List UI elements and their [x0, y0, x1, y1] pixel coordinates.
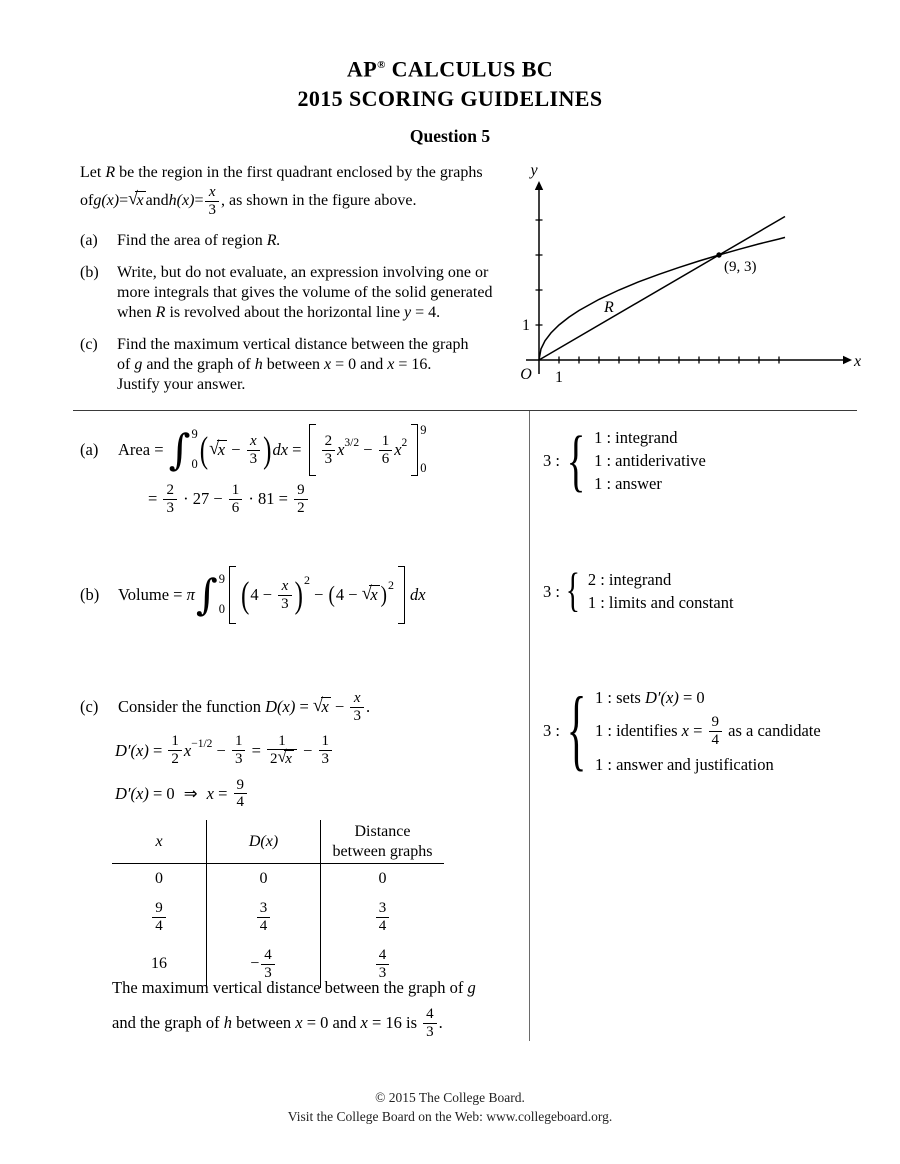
frac-num: 9 [236, 776, 244, 793]
title-ap: AP [346, 56, 378, 82]
rubric-items [594, 428, 706, 494]
period: . [438, 1013, 443, 1032]
minus-sign [359, 440, 377, 460]
frac-den: 6 [229, 499, 243, 517]
func-D-prime: D′(x) [115, 740, 149, 760]
solution-c-line3 [115, 777, 370, 812]
right-bracket [411, 424, 418, 476]
frac-num: 4 [264, 946, 272, 963]
var-h: h [223, 1013, 233, 1032]
problem-statement [80, 163, 530, 395]
frac-num: x [281, 577, 289, 594]
part-b-text [117, 263, 492, 323]
integral-upper-limit: 9 [191, 427, 198, 441]
website-line: Visit the College Board on the Web: www.collegeboard.org. [287, 1109, 613, 1124]
func-h: h(x) [168, 192, 195, 209]
frac-num: 1 [231, 482, 240, 498]
fraction-4-3 [423, 1006, 437, 1041]
equals-sign: = [274, 489, 293, 509]
part-a-label: (a) [80, 232, 98, 249]
frac-num: 1 [321, 733, 329, 750]
func-D-prime: D′(x) [644, 688, 679, 707]
conclusion-line1 [112, 976, 476, 1000]
eval-lower-limit: 0 [420, 460, 427, 475]
rubric-score: 3 : [543, 451, 560, 470]
fraction-9-4 [709, 714, 723, 749]
left-paren: ( [328, 582, 335, 608]
origin-label: O [520, 366, 532, 383]
rubric-item: 1 : answer [594, 474, 662, 493]
rubric-item: 1 : antiderivative [594, 451, 706, 470]
text: = 0 and [302, 1013, 361, 1032]
right-paren: ) [294, 574, 303, 616]
minus-sign [209, 489, 227, 509]
pi-symbol: π [186, 585, 195, 604]
rubric-item: 1 : answer and justification [595, 754, 774, 774]
problem-intro-line1 [80, 163, 530, 183]
solution-a [80, 424, 427, 517]
text: = 4. [411, 304, 441, 321]
x-axis-label: x [854, 353, 862, 370]
equals-sign: = [288, 440, 306, 459]
sqrt-x [277, 747, 294, 768]
var-R: R [105, 164, 116, 181]
value-81: 81 [258, 489, 275, 509]
part-b-label: (b) [80, 264, 99, 281]
region-label: R [604, 299, 614, 316]
graph-svg [512, 158, 864, 396]
intro-text: of [80, 192, 94, 209]
frac-num: 2 [324, 432, 333, 449]
frac-num: 4 [378, 946, 387, 963]
minus-sign [227, 440, 245, 460]
bracket-group [229, 566, 405, 624]
frac-den: 3 [319, 750, 333, 768]
x-tick-label: 1 [555, 369, 563, 386]
table-cell: 16 [151, 955, 167, 972]
sqrt-x [209, 437, 227, 460]
value-4: 4 [250, 585, 259, 604]
fraction-1-2sqrtx [267, 733, 297, 769]
sqrt-x [128, 188, 145, 210]
point-label: (9, 3) [724, 259, 757, 275]
table-cell [112, 894, 206, 940]
sqrt-x [361, 582, 380, 605]
area-word: Area [118, 440, 151, 459]
frac-den: 3 [278, 595, 292, 613]
fraction-1-3 [319, 733, 333, 768]
radical-sign: √ [128, 188, 138, 209]
frac-den: 2 [168, 750, 182, 768]
frac-num: 4 [426, 1005, 434, 1022]
var-x: x [360, 1013, 368, 1032]
rubric-item: 1 : integrand [594, 428, 678, 447]
integrand [240, 572, 394, 616]
implies-arrow: ⇒ [183, 783, 198, 803]
table-cell [320, 894, 444, 940]
func-D-prime: D′(x) [115, 783, 149, 803]
frac-den: 4 [376, 917, 390, 935]
radical-sign: √ [209, 437, 220, 458]
intro-text: and [145, 192, 169, 209]
integral-lower-limit: 0 [191, 456, 198, 471]
text: of [117, 356, 135, 373]
cdot [244, 489, 258, 509]
func-g: g(x) [93, 192, 120, 209]
value-2: 2 [270, 751, 278, 768]
fraction-3-4 [257, 900, 271, 935]
minus: − [213, 489, 223, 509]
frac-num: x [208, 183, 216, 200]
table-header-distance [320, 820, 444, 864]
var-x: x [337, 440, 345, 459]
var-x: x [136, 192, 144, 210]
text: between [232, 1013, 296, 1032]
dx: dx [409, 585, 426, 604]
exponent: 2 [401, 437, 408, 449]
frac-num: 1 [381, 432, 390, 449]
frac-den: 3 [350, 707, 364, 725]
fraction-3-4 [376, 900, 390, 935]
horizontal-divider [73, 410, 857, 411]
table-cell [206, 894, 320, 940]
equals-sign: = [688, 721, 707, 741]
frac-den: 4 [152, 917, 166, 935]
intro-text: Let [80, 164, 106, 181]
equals-sign: = [213, 783, 232, 803]
text: and the graph of [142, 356, 255, 373]
table-header-Dx: D(x) [206, 820, 320, 864]
minus-sign [331, 697, 349, 717]
equals-sign: = [194, 192, 204, 209]
text: as a candidate [724, 721, 821, 741]
minus-sign [259, 585, 277, 605]
rubric-item [595, 688, 821, 708]
var-x: x [394, 440, 402, 459]
var-x: x [206, 783, 214, 803]
part-a-text [117, 231, 281, 251]
text-line [117, 303, 492, 323]
table-cell: 0 [155, 870, 163, 887]
minus: − [335, 697, 345, 717]
text: = 0 [678, 688, 705, 707]
left-bracket [309, 424, 316, 476]
fraction-2-3 [163, 482, 177, 517]
doc-title-line1 [0, 50, 900, 84]
fraction-1-6 [229, 482, 243, 517]
left-paren: ( [241, 574, 250, 616]
minus: − [348, 585, 358, 604]
fraction-2-3 [322, 433, 336, 468]
rubric-score: 3 : [543, 581, 560, 601]
rubric-c [543, 679, 821, 781]
var-R: R. [266, 232, 281, 249]
right-bracket [398, 566, 405, 624]
problem-part-c [80, 335, 530, 395]
text: 1 : identifies [595, 721, 682, 741]
minus-sign [310, 585, 328, 605]
line-x-over-3 [539, 217, 785, 361]
rubric-item: 1 : limits and constant [587, 593, 734, 612]
right-paren: ) [380, 582, 387, 608]
frac-num: 3 [378, 899, 387, 916]
equals-sign: = [169, 585, 187, 604]
text: when [117, 304, 156, 321]
frac-den: 2 [294, 499, 308, 517]
var-x: x [324, 356, 332, 373]
rubric-item: 2 : integrand [587, 570, 672, 589]
var-R: R [155, 304, 166, 321]
integral [169, 426, 198, 474]
var-x: x [321, 697, 329, 717]
part-c-text [117, 335, 468, 395]
minus-sign [212, 741, 230, 761]
frac-num: 9 [297, 482, 305, 498]
func-D: D(x) [265, 697, 296, 717]
antiderivative [320, 433, 408, 468]
fraction-x-3 [247, 433, 261, 468]
solution-a-line2 [148, 482, 427, 517]
frac-den [267, 749, 297, 768]
curve-sqrt-x [539, 237, 785, 360]
text: between [262, 356, 325, 373]
fraction-x-3 [205, 184, 219, 219]
frac-den: 6 [379, 450, 393, 468]
frac-den: 3 [163, 499, 177, 517]
rubric-item [595, 714, 821, 749]
solution-a-line1 [80, 424, 427, 476]
eq-zero: = 0 [152, 783, 175, 803]
page-footer [0, 1088, 900, 1126]
text: = 16 is [367, 1013, 422, 1032]
value-4: 4 [335, 585, 345, 604]
vertical-divider [529, 411, 530, 1041]
frac-num: 3 [259, 899, 268, 916]
integral-sign: ∫ [195, 570, 218, 620]
right-paren: ) [263, 429, 272, 471]
text: and the graph of [112, 1013, 224, 1032]
var-h: h [254, 356, 263, 373]
var-x: x [370, 585, 378, 605]
exponent: 3/2 [344, 437, 360, 449]
solution-c-line2 [115, 733, 370, 769]
solution-c-line1 [80, 690, 370, 725]
minus-sign [344, 585, 362, 605]
frac-den: 4 [709, 731, 723, 749]
left-paren: ( [199, 429, 209, 471]
frac-den: 3 [247, 450, 261, 468]
header-line: Distance [354, 822, 411, 840]
rubric-brace: { [565, 564, 581, 617]
text: = 0 and [331, 356, 388, 373]
frac-den: 3 [376, 964, 390, 982]
cdot [179, 489, 193, 509]
x-axis-arrow [843, 356, 852, 364]
problem-part-a [80, 231, 530, 251]
y-axis-arrow [535, 181, 543, 190]
exponent: 2 [303, 572, 310, 587]
var-g: g [467, 978, 476, 997]
registered-mark: ® [377, 59, 386, 71]
fraction-9-4 [234, 777, 248, 812]
frac-num: 1 [234, 733, 243, 750]
sqrt-x [313, 697, 331, 717]
minus: − [262, 585, 273, 604]
text-line: more integrals that gives the volume of the solid generated [117, 284, 493, 301]
frac-num: 9 [155, 899, 163, 916]
part-c-label: (c) [80, 697, 99, 717]
y-tick-label: 1 [522, 317, 530, 334]
header-line: between graphs [332, 842, 433, 860]
rubric-score: 3 : [543, 721, 560, 741]
part-b-label: (b) [80, 585, 100, 604]
text: 1 : sets [595, 688, 645, 707]
var-g: g [134, 356, 143, 373]
minus: − [216, 740, 226, 760]
question-heading: Question 5 [409, 126, 491, 146]
fraction-x-3 [278, 578, 292, 613]
frac-den: 3 [205, 201, 219, 219]
y-axis-label: y [530, 162, 538, 179]
candidate-table [112, 820, 444, 988]
text: = 16. [394, 356, 432, 373]
intro-text: , as shown in the figure above. [220, 192, 417, 209]
frac-num: x [353, 690, 361, 706]
integral-upper-limit: 9 [218, 572, 226, 586]
table-cell: 0 [320, 864, 444, 894]
text-line: Write, but do not evaluate, an expression involving one or [117, 264, 489, 281]
problem-intro-line2 [80, 185, 530, 217]
exponent: 2 [387, 577, 394, 592]
integral-sign: ∫ [168, 425, 191, 475]
value-27: 27 [192, 489, 210, 509]
integral-lower-limit: 0 [218, 601, 226, 616]
fraction-x-3 [350, 690, 364, 725]
conclusion-line2 [112, 1006, 476, 1040]
rubric-brace: { [566, 422, 586, 499]
equals-sign: = [148, 740, 167, 760]
rubric-a [543, 422, 706, 499]
radical-sign: √ [277, 747, 287, 767]
equals-sign: = [150, 440, 168, 459]
equals-sign: = [148, 489, 162, 509]
var-x: x [295, 1013, 303, 1032]
part-c-label: (c) [80, 336, 98, 353]
minus: − [363, 440, 373, 459]
frac-den: 3 [322, 450, 336, 468]
minus: − [231, 440, 241, 459]
evaluation-bracket [309, 424, 427, 476]
minus: − [314, 585, 324, 604]
part-a-label: (a) [80, 440, 99, 459]
rubric-b [543, 564, 734, 617]
equals-zero [149, 784, 179, 804]
intersection-point [716, 252, 721, 257]
fraction-1-3 [232, 733, 246, 768]
frac-num: 1 [278, 732, 286, 749]
equals-sign: = [247, 740, 266, 760]
copyright-line: © 2015 The College Board. [375, 1090, 525, 1105]
eval-upper-limit: 9 [420, 423, 427, 437]
frac-den: 4 [234, 793, 248, 811]
frac-den: 4 [257, 917, 271, 935]
intro-text: be the region in the first quadrant enclosed by the graphs [115, 164, 483, 181]
frac-den: 3 [423, 1023, 437, 1041]
text: The maximum vertical distance between the graph of [112, 978, 468, 997]
text-line: Justify your answer. [117, 376, 246, 393]
dot-operator: · [248, 489, 254, 509]
text: Consider the function [118, 697, 266, 717]
minus-sign [299, 741, 317, 761]
dx: dx [272, 440, 289, 459]
rubric-items [595, 688, 821, 775]
fraction-9-4 [152, 900, 166, 935]
var-x: x [183, 740, 192, 760]
left-bracket [229, 566, 236, 624]
minus: − [250, 955, 260, 972]
text-line: Find the maximum vertical distance between the graph [117, 336, 469, 353]
graph-figure [512, 158, 864, 396]
title-rest: CALCULUS BC [385, 56, 554, 82]
volume-word: Volume [118, 585, 170, 604]
period: . [365, 697, 371, 717]
rubric-brace: { [566, 679, 587, 781]
exponent: −1/2 [191, 737, 213, 750]
conclusion [112, 976, 476, 1040]
var-x: x [217, 440, 226, 460]
var-x: x [387, 356, 395, 373]
radical-sign: √ [361, 582, 372, 603]
frac-num: 1 [171, 733, 179, 750]
frac-den: 3 [261, 964, 275, 982]
table-cell: 0 [206, 864, 320, 894]
var-x: x [681, 721, 689, 741]
fraction-9-2 [294, 482, 308, 517]
dot-operator: · [183, 489, 189, 509]
minus: − [303, 740, 313, 760]
text-line [117, 355, 468, 375]
frac-den: 3 [232, 750, 246, 768]
frac-num: 2 [166, 482, 174, 498]
frac-num: 9 [711, 714, 720, 730]
table-header-x: x [112, 820, 206, 864]
var-x: x [285, 751, 292, 768]
radical-sign: √ [312, 695, 324, 716]
solution-c [80, 690, 370, 811]
solution-b-line1 [80, 566, 426, 624]
doc-title-line2: 2015 SCORING GUIDELINES [297, 86, 603, 112]
integral [196, 571, 225, 619]
text: is revolved about the horizontal line [165, 304, 405, 321]
text: Find the area of region [117, 232, 267, 249]
fraction-1-6 [379, 433, 393, 468]
equals-sign: = [119, 192, 129, 209]
equals-sign: = [295, 697, 313, 717]
problem-part-b [80, 263, 530, 323]
solution-b [80, 566, 426, 624]
fraction-1-2 [168, 733, 182, 768]
var-y: y [404, 304, 412, 321]
doc-title [0, 50, 900, 114]
frac-num: x [250, 432, 257, 449]
rubric-items [588, 570, 734, 613]
